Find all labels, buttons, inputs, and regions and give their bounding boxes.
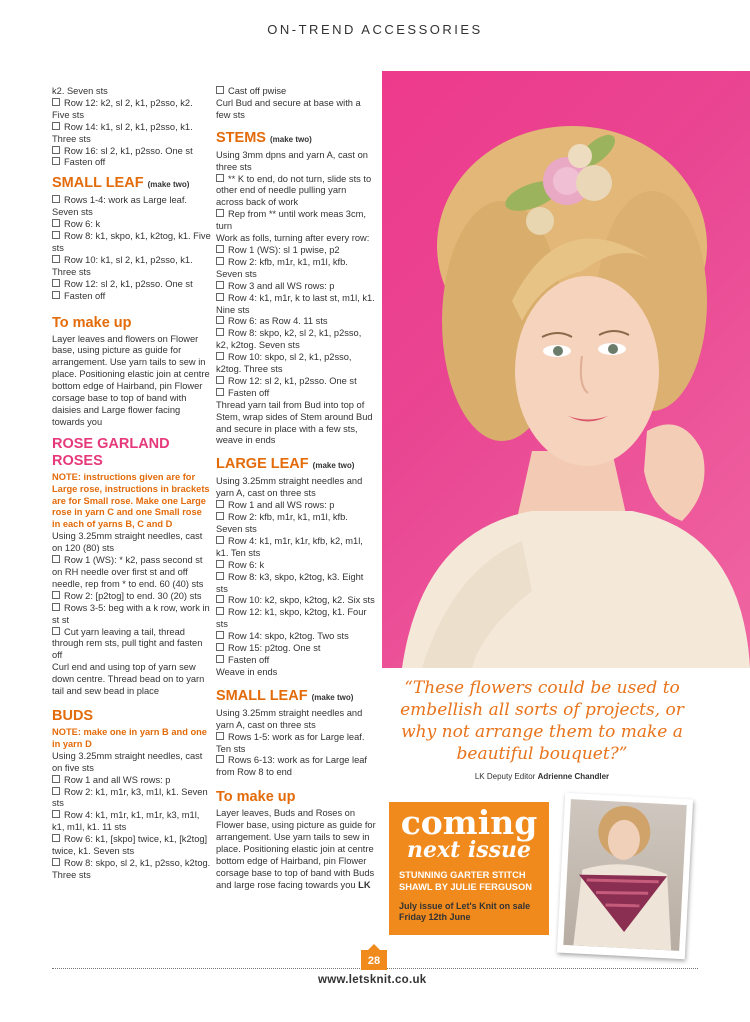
pattern-row: Row 4: k1, m1r, k to last st, m1l, k1. Nine sts — [216, 292, 375, 315]
pattern-row: Rows 3-5: beg with a k row, work in st st — [52, 602, 210, 625]
section-heading-rose-garland: ROSE GARLAND ROSES — [52, 435, 170, 469]
pattern-row: Row 12: k2, sl 2, k1, p2sso, k2. Five sts — [52, 97, 193, 120]
pattern-row: Rep from ** until work meas 3cm, turn — [216, 209, 366, 232]
checkbox-icon — [216, 281, 224, 289]
section-heading-small-leaf: SMALL LEAF (make two) — [52, 175, 190, 192]
checkbox-icon — [52, 231, 60, 239]
pattern-row: Row 10: k1, sl 2, k1, p2sso, k1. Three sts — [52, 254, 193, 277]
pattern-row: Row 2: kfb, m1r, k1, m1l, kfb. Seven sts — [216, 256, 348, 279]
checkbox-icon — [216, 500, 224, 508]
pattern-column-1 — [52, 86, 212, 882]
checkbox-icon — [52, 627, 60, 635]
checkbox-icon — [52, 98, 60, 106]
checkbox-icon — [216, 607, 224, 615]
checkbox-icon — [216, 328, 224, 336]
pattern-row: Row 10: skpo, sl 2, k1, p2sso, k2tog. Three sts — [216, 352, 352, 375]
author-sign: LK — [358, 879, 371, 890]
pattern-row: Row 8: skpo, sl 2, k1, p2sso, k2tog. Three sts — [52, 857, 211, 880]
checkbox-icon — [216, 755, 224, 763]
section-heading-small-leaf-2: SMALL LEAF (make two) — [216, 687, 354, 704]
pattern-row: Row 8: k3, skpo, k2tog, k3. Eight sts — [216, 571, 364, 594]
checkbox-icon — [52, 291, 60, 299]
shawl-photo — [563, 799, 686, 951]
checkbox-icon — [216, 388, 224, 396]
promo-coming: coming — [400, 803, 538, 842]
body-text: k2. Seven sts — [52, 86, 108, 96]
body-text: Layer leaves and flowers on Flower base, using picture as guide for arrangement. Use yarn tails to sew in place. Positioning elastic join at centre bottom edge of Hairband, pin Flower corsage base to top of band with daisies and Large flower facing towards you — [52, 333, 210, 427]
pattern-row: Row 4: k1, m1r, k1r, kfb, k2, m1l, k1. Ten sts — [216, 535, 363, 558]
model-photo — [382, 71, 750, 668]
quote-credit: LK Deputy Editor Adrienne Chandler — [474, 772, 610, 781]
checkbox-icon — [216, 174, 224, 182]
body-text: Weave in ends — [216, 666, 278, 677]
pattern-row: Row 8: k1, skpo, k1, k2tog, k1. Five sts — [52, 231, 211, 253]
pattern-row: Row 14: k1, sl 2, k1, p2sso, k1. Three sts — [52, 121, 193, 144]
section-heading-stems: STEMS (make two) — [216, 129, 312, 146]
checkbox-icon — [216, 245, 224, 253]
checkbox-icon — [216, 316, 224, 324]
pattern-row: Cast off pwise — [216, 86, 376, 98]
pattern-row: Row 1 and all WS rows: p — [52, 775, 212, 787]
body-text: Layer leaves, Buds and Roses on Flower base, using picture as guide for arrangement. Use yarn tails to sew in place. Positioning elastic join at centre bottom edge of Hairband, pin Flower corsage base to top of band with Buds and large rose facing towards you LK — [216, 808, 376, 890]
pattern-row: Row 12: sl 2, k1, p2sso. One st — [216, 376, 376, 388]
checkbox-icon — [216, 572, 224, 580]
next-issue-promo — [389, 802, 549, 935]
note-text: NOTE: make one in yarn B and one in yarn D — [52, 726, 207, 749]
checkbox-icon — [216, 512, 224, 520]
checkbox-icon — [52, 858, 60, 866]
pull-quote: “These flowers could be used to embellish all sorts of projects, or why not arrange them to make a beautiful bouquet?” — [400, 678, 684, 764]
checkbox-icon — [52, 122, 60, 130]
pattern-row: Row 4: k1, m1r, k1, m1r, k3, m1l, k1, m1l, k1. 11 sts — [52, 810, 200, 833]
checkbox-icon — [216, 595, 224, 603]
checkbox-icon — [52, 591, 60, 599]
body-text: Using 3.25mm straight needles and yarn A, cast on three sts — [216, 476, 363, 499]
pattern-row: Rows 1-4: work as Large leaf. Seven sts — [52, 195, 187, 218]
pattern-row: Row 2: [p2tog] to end. 30 (20) sts — [52, 591, 212, 603]
body-text: Curl Bud and secure at base with a few sts — [216, 97, 361, 120]
pattern-row: Row 16: sl 2, k1, p2sso. One st — [52, 146, 212, 158]
promo-next-issue: next issue — [406, 837, 532, 863]
pattern-column-2 — [216, 86, 376, 892]
checkbox-icon — [216, 631, 224, 639]
body-text: Using 3.25mm straight needles, cast on 120 (80) sts — [52, 531, 203, 554]
next-issue-photo — [557, 793, 693, 959]
body-text: Curl end and using top of yarn sew down centre. Thread bead on to yarn tail and sew bead in place — [52, 662, 205, 697]
pattern-row: Row 12: sl 2, k1, p2sso. One st — [52, 279, 212, 291]
pattern-row: Row 10: k2, skpo, k2tog, k2. Six sts — [216, 595, 376, 607]
checkbox-icon — [52, 603, 60, 611]
pattern-row: Fasten off — [52, 291, 212, 303]
pattern-row: Row 1 and all WS rows: p — [216, 500, 376, 512]
body-text: Using 3.25mm straight needles and yarn A, cast on three sts — [216, 707, 363, 730]
pattern-row: Row 2: kfb, m1r, k1, m1l, kfb. Seven sts — [216, 512, 348, 534]
pattern-row: Fasten off — [216, 655, 376, 667]
promo-date: July issue of Let's Knit on sale Friday 12th June — [399, 901, 531, 922]
pattern-row: Rows 1-5: work as for Large leaf. Ten sts — [216, 731, 365, 754]
pattern-row: Row 8: skpo, k2, sl 2, k1, p2sso, k2, k2tog. Seven sts — [216, 328, 362, 351]
checkbox-icon — [52, 810, 60, 818]
section-heading-large-leaf: LARGE LEAF (make two) — [216, 456, 355, 473]
pattern-row: Cut yarn leaving a tail, thread through rem sts, pull tight and fasten off — [52, 626, 203, 661]
checkbox-icon — [216, 86, 224, 94]
pattern-row: Row 15: p2tog. One st — [216, 643, 376, 655]
pattern-row: ** K to end, do not turn, slide sts to other end of needle pulling yarn across back of work — [216, 173, 372, 208]
pattern-row: Row 3 and all WS rows: p — [216, 281, 376, 293]
checkbox-icon — [216, 257, 224, 265]
pattern-row: Row 6: k1, [skpo] twice, k1, [k2tog] twice, k1. Seven sts — [52, 834, 208, 857]
pattern-row: Row 14: skpo, k2tog. Two sts — [216, 631, 376, 643]
body-text: Thread yarn tail from Bud into top of Stem, wrap sides of Stem around Bud and secure in place with a few sts, weave in ends — [216, 399, 373, 446]
body-text: Work as folls, turning after every row: — [216, 233, 370, 244]
model-illustration — [382, 71, 750, 668]
checkbox-icon — [52, 787, 60, 795]
page-header: ON-TREND ACCESSORIES — [267, 22, 483, 37]
page-number: 28 — [361, 950, 387, 970]
note-text: NOTE: instructions given are for Large rose, instructions in brackets are for Small rose. Make one Large rose in yarn C and one Small rose in each of yarns B, C and D — [52, 471, 210, 530]
checkbox-icon — [216, 643, 224, 651]
body-text: Using 3.25mm straight needles, cast on five sts — [52, 750, 203, 773]
checkbox-icon — [216, 352, 224, 360]
pattern-row: Row 1 (WS): * k2, pass second st on RH needle over first st and off needle, rep from * to end. 60 (40) sts — [52, 555, 204, 589]
checkbox-icon — [216, 560, 224, 568]
pattern-row: Row 1 (WS): sl 1 pwise, p2 — [216, 245, 376, 257]
website-url: www.letsknit.co.uk — [318, 974, 427, 986]
checkbox-icon — [52, 834, 60, 842]
checkbox-icon — [216, 536, 224, 544]
pattern-row: Fasten off — [52, 157, 212, 169]
body-text: Using 3mm dpns and yarn A, cast on three sts — [216, 149, 368, 172]
shawl-illustration — [563, 799, 686, 951]
checkbox-icon — [52, 775, 60, 783]
checkbox-icon — [52, 157, 60, 165]
pattern-row: Row 6: k — [52, 219, 212, 231]
pattern-row: Fasten off — [216, 388, 376, 400]
section-heading-make-up-2: To make up — [216, 789, 296, 806]
checkbox-icon — [52, 255, 60, 263]
section-heading-buds: BUDS — [52, 707, 94, 724]
checkbox-icon — [52, 146, 60, 154]
checkbox-icon — [216, 376, 224, 384]
section-heading-make-up: To make up — [52, 314, 132, 331]
pattern-row: Row 12: k1, skpo, k2tog, k1. Four sts — [216, 607, 367, 630]
checkbox-icon — [52, 555, 60, 563]
checkbox-icon — [52, 279, 60, 287]
checkbox-icon — [216, 732, 224, 740]
pattern-row: Row 2: k1, m1r, k3, m1l, k1. Seven sts — [52, 786, 208, 809]
pattern-row: Rows 6-13: work as for Large leaf from Row 8 to end — [216, 755, 367, 778]
checkbox-icon — [216, 655, 224, 663]
promo-title: STUNNING GARTER STITCH SHAWL BY JULIE FERGUSON — [399, 870, 532, 892]
pattern-row: Row 6: as Row 4. 11 sts — [216, 316, 376, 328]
checkbox-icon — [52, 219, 60, 227]
checkbox-icon — [216, 209, 224, 217]
checkbox-icon — [216, 293, 224, 301]
checkbox-icon — [52, 195, 60, 203]
pattern-row: Row 6: k — [216, 560, 376, 572]
